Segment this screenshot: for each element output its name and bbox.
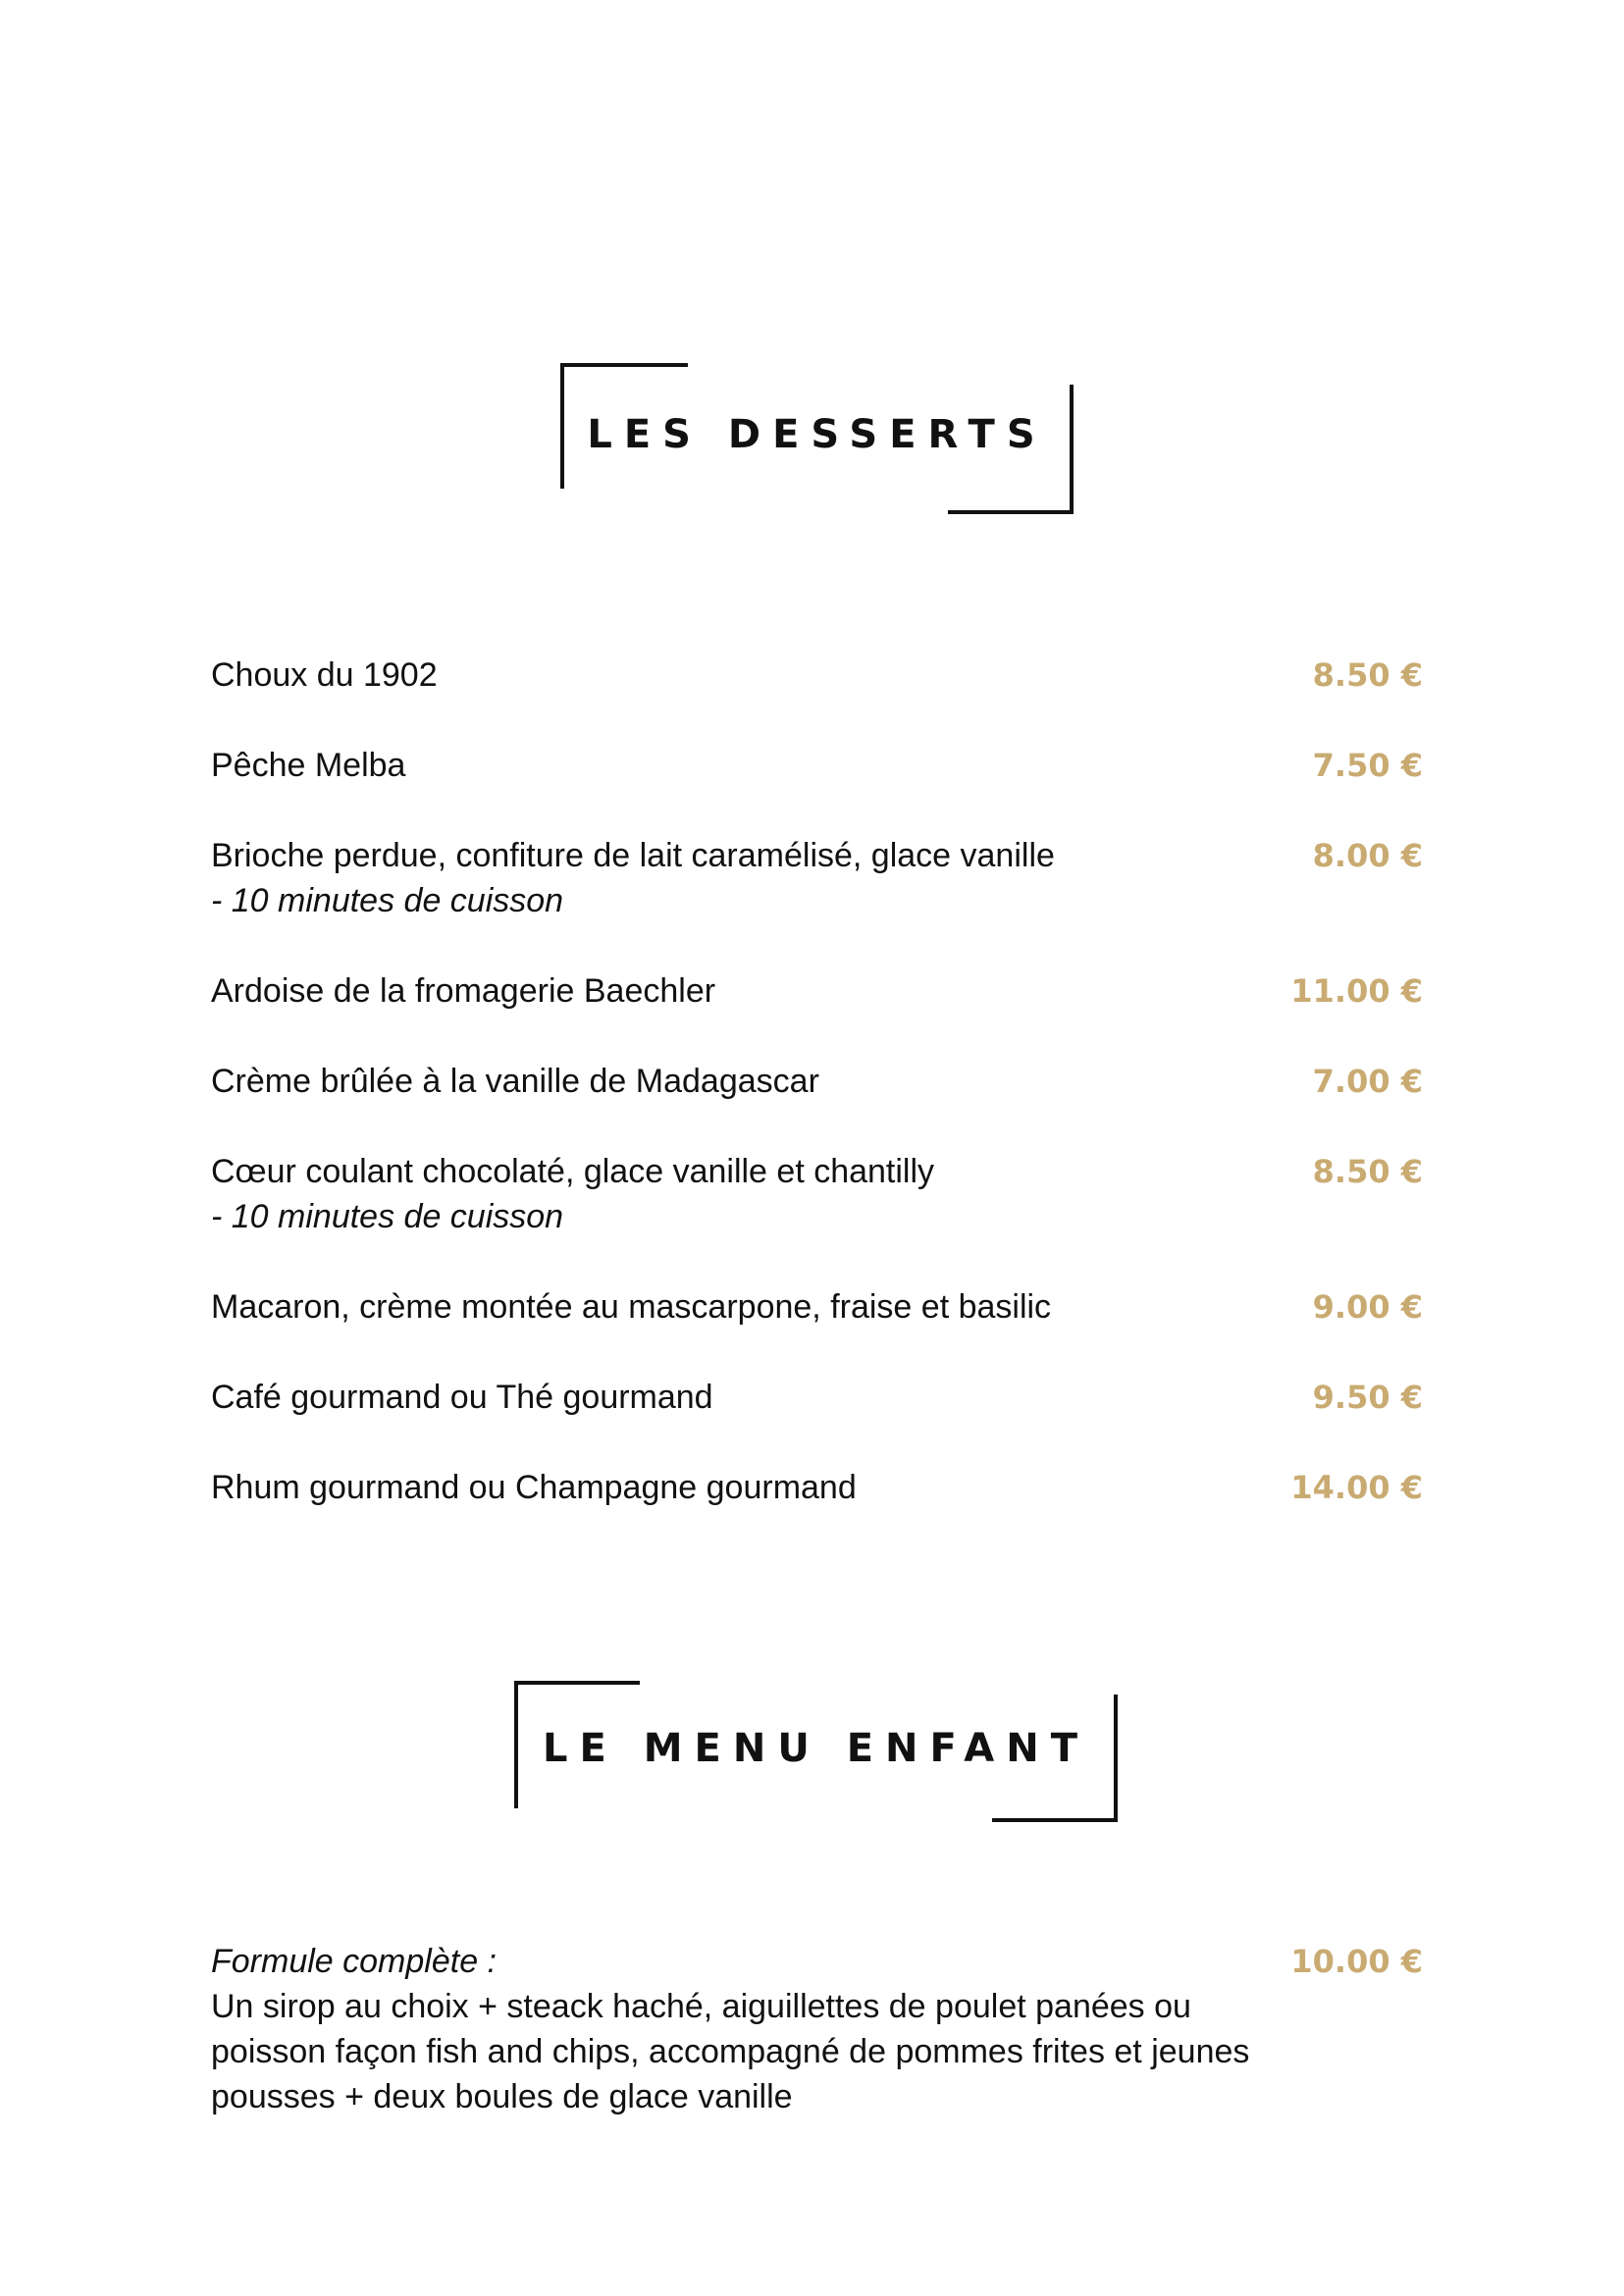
kids-formula-item: [211, 1939, 1423, 2119]
dessert-price: 8.00 €: [1312, 837, 1423, 874]
dessert-name: Macaron, crème montée au mascarpone, fraise et basilic: [211, 1288, 1052, 1326]
dessert-note: - 10 minutes de cuisson: [211, 882, 564, 919]
desserts-title: LES DESSERTS: [587, 412, 1047, 457]
dessert-name: Rhum gourmand ou Champagne gourmand: [211, 1469, 857, 1506]
dessert-price: 14.00 €: [1290, 1469, 1423, 1506]
dessert-item: [211, 743, 1423, 788]
dessert-name: Cœur coulant chocolaté, glace vanille et chantilly: [211, 1153, 935, 1190]
dessert-price: 11.00 €: [1290, 972, 1423, 1010]
kids-formula-label: Formule complète :: [211, 1943, 497, 1980]
dessert-item: [211, 652, 1423, 698]
dessert-item: [211, 833, 1423, 923]
desserts-heading-frame: [560, 363, 1074, 514]
dessert-note: - 10 minutes de cuisson: [211, 1198, 564, 1235]
dessert-price: 9.50 €: [1312, 1379, 1423, 1416]
dessert-name: Choux du 1902: [211, 656, 438, 694]
dessert-name: Ardoise de la fromagerie Baechler: [211, 972, 716, 1010]
dessert-name: Brioche perdue, confiture de lait caramélisé, glace vanille: [211, 837, 1055, 874]
kids-formula-description: Un sirop au choix + steack haché, aiguillettes de poulet panées ou poisson façon fish and chips, accompagné de pommes frites et jeunes pousses + deux boules de glace vanille: [211, 1988, 1250, 2115]
kids-formula-price: 10.00 €: [1290, 1943, 1423, 1980]
dessert-item: [211, 1375, 1423, 1420]
dessert-price: 8.50 €: [1312, 656, 1423, 694]
dessert-item: [211, 1465, 1423, 1510]
dessert-price: 7.00 €: [1312, 1063, 1423, 1100]
dessert-name: Pêche Melba: [211, 747, 406, 784]
dessert-item: [211, 968, 1423, 1014]
dessert-item: [211, 1149, 1423, 1239]
dessert-price: 8.50 €: [1312, 1153, 1423, 1190]
kids-heading-frame: [514, 1681, 1118, 1822]
kids-title: LE MENU ENFANT: [542, 1726, 1089, 1771]
dessert-name: Café gourmand ou Thé gourmand: [211, 1379, 713, 1416]
dessert-price: 7.50 €: [1312, 747, 1423, 784]
dessert-item: [211, 1284, 1423, 1330]
dessert-name: Crème brûlée à la vanille de Madagascar: [211, 1063, 819, 1100]
dessert-price: 9.00 €: [1312, 1288, 1423, 1326]
dessert-item: [211, 1059, 1423, 1104]
